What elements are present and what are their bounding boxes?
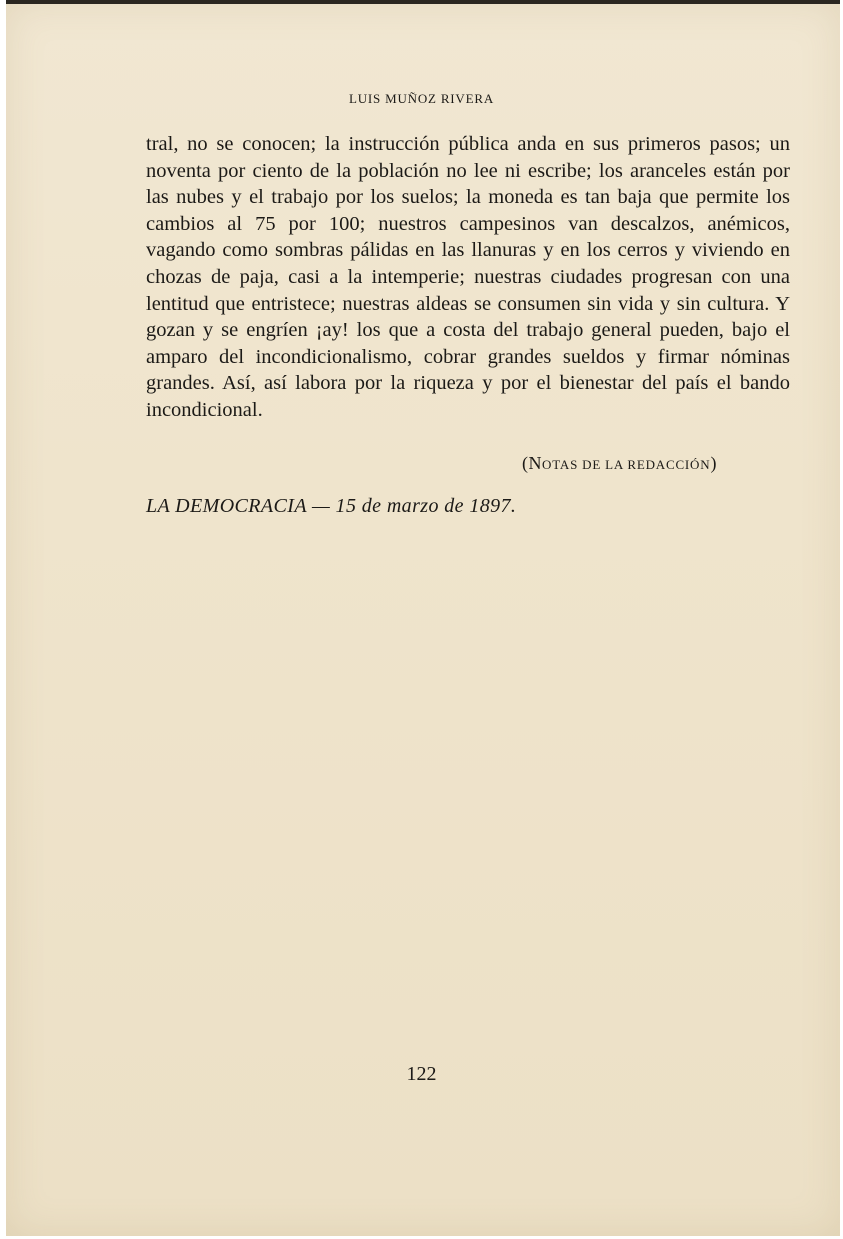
signature-small-caps: OTAS DE LA REDACCIÓN [542, 457, 711, 472]
top-edge-rule [6, 0, 840, 4]
body-paragraph: tral, no se conocen; la instrucción pública anda en sus primeros pasos; un noventa por ciento de la población no lee ni escribe; los aranceles están por las nubes y el trabajo por los suelos; la moneda es tan baja que permite los cambios al 75 por 100; nuestros campesinos van descalzos, anémicos, vagando como sombras pálidas en las llanuras y en los cerros y viviendo en chozas de paja, casi a la intemperie; nuestras ciudades progresan con una lentitud que entristece; nuestras aldeas se consumen sin vida y sin cultura. Y gozan y se engríen ¡ay! los que a costa del trabajo general pueden, bajo el amparo del incondicionalismo, cobrar grandes sueldos y firmar nóminas grandes. Así, así labora por la riqueza y por el bienestar del país el bando incondicional. [146, 133, 790, 421]
signature-note [522, 453, 717, 474]
signature-close-paren: ) [710, 453, 717, 473]
signature-open-paren: ( [522, 453, 529, 473]
running-header: LUIS MUÑOZ RIVERA [348, 91, 495, 106]
page-number: 122 [406, 1063, 437, 1085]
signature-initial: N [528, 453, 542, 473]
source-dateline: LA DEMOCRACIA — 15 de marzo de 1897. [146, 495, 517, 517]
